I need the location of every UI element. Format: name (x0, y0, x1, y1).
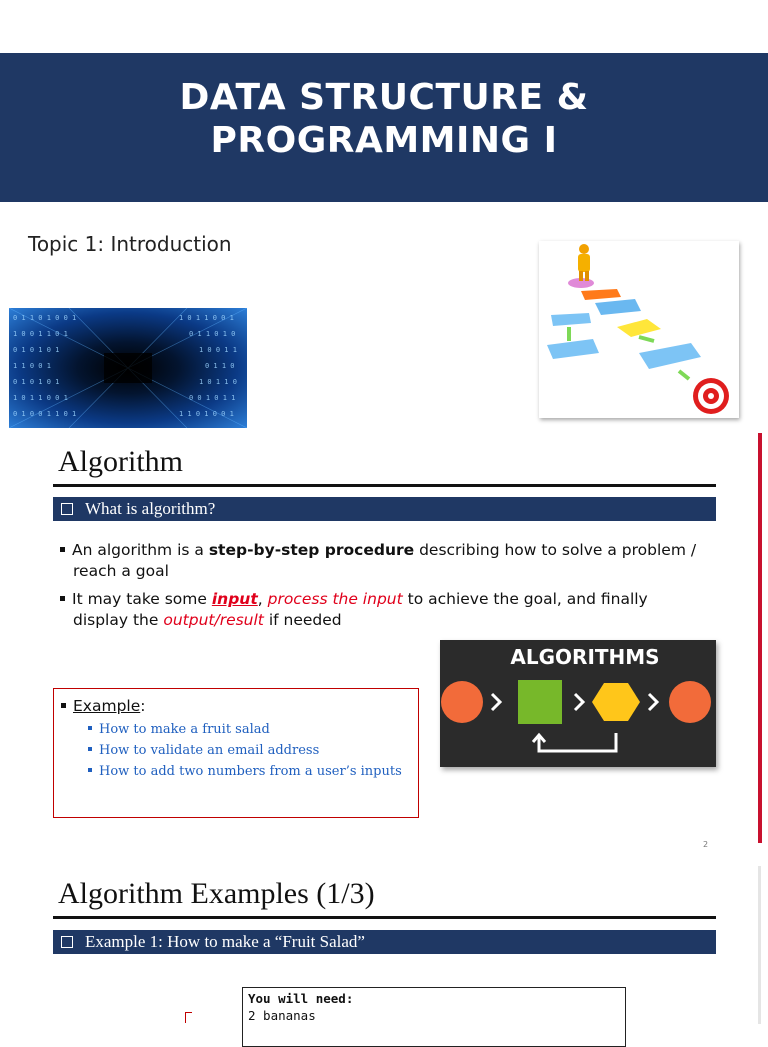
input-term: input (211, 590, 258, 608)
bullet-definition-line-2: reach a goal (73, 562, 169, 580)
slide-3-right-edge (758, 866, 761, 1024)
bullet-definition-emphasis: step-by-step procedure (208, 541, 415, 559)
small-bullet-icon (88, 747, 92, 751)
slide-2-title-rule (53, 484, 716, 487)
example-label: Example (73, 697, 141, 715)
page-number: 2 (703, 840, 709, 849)
flowchart-graphic (539, 241, 739, 418)
slide-2-title: Algorithm (58, 445, 183, 478)
bullet-io-line-2-suffix: if needed (263, 611, 342, 629)
chevron-right-icon (649, 694, 657, 710)
start-circle-icon (441, 681, 483, 723)
algorithms-card-title: ALGORITHMS (510, 645, 660, 669)
svg-text:1 1 0 0 1: 1 1 0 0 1 (13, 362, 51, 370)
slide-2-subheading-bar (53, 497, 716, 521)
course-title-line-1: DATA STRUCTURE & (179, 77, 589, 118)
svg-text:0 0 1 0 1 1: 0 0 1 0 1 1 (189, 394, 236, 402)
svg-text:1 0 1 1 0 0 1: 1 0 1 1 0 0 1 (179, 314, 234, 322)
bullet-definition-prefix: An algorithm is a (72, 541, 209, 559)
svg-text:1 1 0 1 0 0 1: 1 1 0 1 0 0 1 (179, 410, 234, 418)
bullet-io-prefix: It may take some (72, 590, 212, 608)
bullet-io-comma: , (257, 590, 263, 608)
example-colon: : (140, 697, 146, 715)
example-item-text: How to make a fruit salad (99, 722, 270, 737)
output-term: output/result (163, 611, 264, 629)
example-item (88, 764, 402, 779)
bullet-io-line-2 (60, 610, 720, 631)
example-item (88, 743, 319, 758)
small-bullet-icon (88, 726, 92, 730)
slide-3-subheading-bar (53, 930, 716, 954)
topic-heading: Topic 1: Introduction (28, 232, 232, 256)
bullet-io-line-1 (60, 589, 720, 610)
corner-marker (185, 1012, 192, 1023)
svg-text:1 0 1 1 0: 1 0 1 1 0 (199, 378, 237, 386)
binary-tunnel-image (9, 308, 247, 428)
svg-text:0 1 0 1 0 1: 0 1 0 1 0 1 (13, 346, 60, 354)
svg-text:1 0 0 1 1 0 1: 1 0 0 1 1 0 1 (13, 330, 68, 338)
process-square-icon (518, 680, 562, 724)
flowchart-illustration (539, 241, 739, 418)
loop-arrow-icon (539, 733, 616, 751)
chevron-right-icon (492, 694, 500, 710)
slide-2-subheading: What is algorithm? (85, 499, 216, 518)
bullet-definition (60, 540, 720, 582)
svg-text:0 1 1 0 1 0 0 1: 0 1 1 0 1 0 0 1 (13, 314, 77, 322)
example-item (88, 722, 270, 737)
example-item-text: How to validate an email address (99, 743, 320, 758)
svg-text:0 1 1 0 1 0: 0 1 1 0 1 0 (189, 330, 236, 338)
bullet-io-middle: to achieve the goal, and finally (402, 590, 648, 608)
decision-hexagon-icon (592, 683, 640, 721)
binary-tunnel-graphic (9, 308, 247, 428)
slide-3-subheading: Example 1: How to make a “Fruit Salad” (85, 932, 365, 951)
example-heading (61, 697, 145, 715)
ingredients-line: 2 bananas (248, 1008, 316, 1023)
slide-3-title: Algorithm Examples (1/3) (58, 877, 375, 910)
checkbox-bullet-icon (61, 503, 73, 515)
bullet-io (60, 589, 720, 631)
svg-text:0 1 1 0: 0 1 1 0 (205, 362, 235, 370)
square-bullet-icon (60, 596, 65, 601)
course-title-line-2: PROGRAMMING I (210, 120, 558, 161)
svg-text:1 0 0 1 1: 1 0 0 1 1 (199, 346, 237, 354)
slide-2-right-edge (758, 433, 762, 843)
svg-text:0 1 0 1 0 1: 0 1 0 1 0 1 (13, 378, 60, 386)
bullet-io-line-2-prefix: display the (73, 611, 164, 629)
course-title (0, 76, 768, 162)
small-bullet-icon (88, 768, 92, 772)
checkbox-bullet-icon (61, 936, 73, 948)
example-item-text: How to add two numbers from a user’s inputs (99, 764, 402, 779)
process-term: process the input (262, 590, 403, 608)
slide-3-title-rule (53, 916, 716, 919)
end-circle-icon (669, 681, 711, 723)
chevron-right-icon (575, 694, 583, 710)
bullet-definition-line-1 (60, 540, 720, 561)
svg-text:0 1 0 0 1 1 0 1: 0 1 0 0 1 1 0 1 (13, 410, 77, 418)
bullet-definition-suffix: describing how to solve a problem / (414, 541, 697, 559)
square-bullet-icon (61, 703, 66, 708)
square-bullet-icon (60, 547, 65, 552)
svg-text:1 0 1 1 0 0 1: 1 0 1 1 0 0 1 (13, 394, 68, 402)
ingredients-heading: You will need: (248, 991, 354, 1006)
